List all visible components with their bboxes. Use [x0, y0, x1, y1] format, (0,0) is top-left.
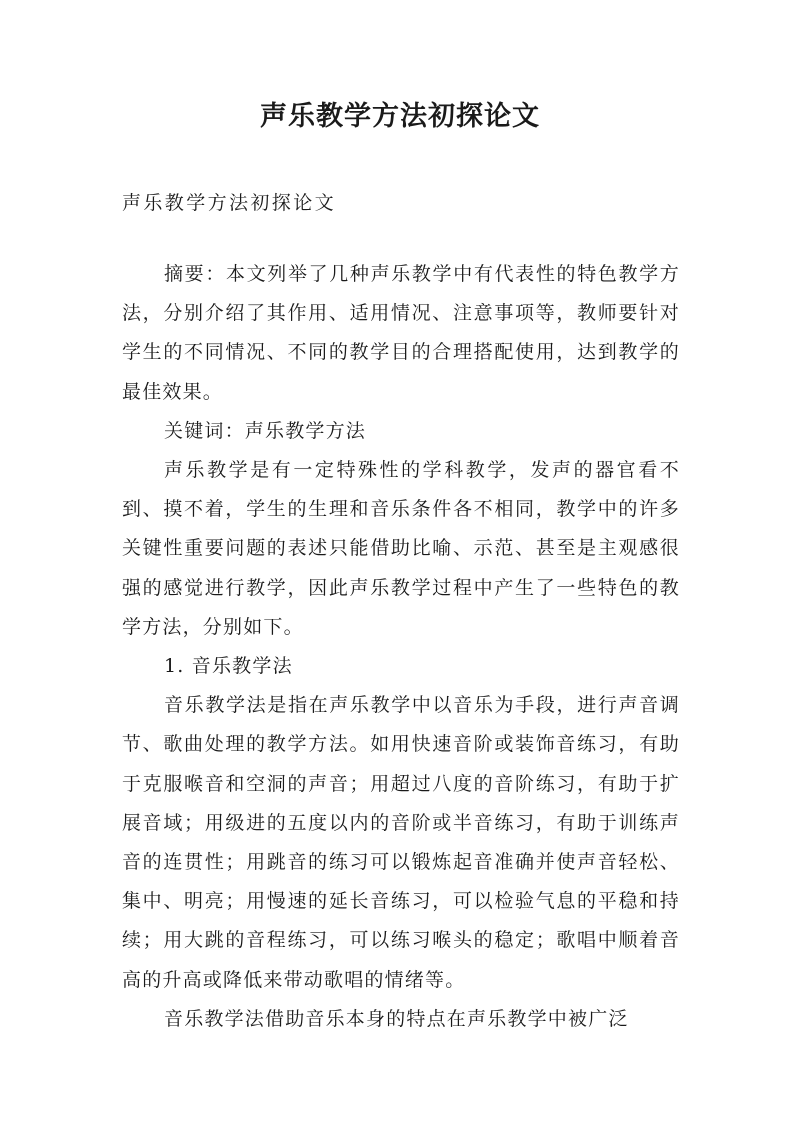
intro-paragraph: 声乐教学是有一定特殊性的学科教学，发声的器官看不到、摸不着，学生的生理和音乐条件各不相同，教学中的许多关键性重要问题的表述只能借助比喻、示范、甚至是主观感很强的感觉进行教学，因此声乐教学过程中产生了一些特色的教学方法，分别如下。 [122, 459, 680, 638]
section-paragraph: 音乐教学法借助音乐本身的特点在声乐教学中被广泛 [164, 1007, 629, 1030]
section-paragraph: 音乐教学法是指在声乐教学中以音乐为手段，进行声音调节、歌曲处理的教学方法。如用快速音阶或装饰音练习，有助于克服喉音和空洞的声音；用超过八度的音阶练习，有助于扩展音域；用级进的五度以内的音阶或半音练习，有助于训练声音的连贯性；用跳音的练习可以锻炼起音准确并使声音轻松、集中、明亮；用慢速的延长音练习，可以检验气息的平稳和持续；用大跳的音程练习，可以练习喉头的稳定；歌唱中顺着音高的升高或降低来带动歌唱的情绪等。 [122, 694, 680, 991]
keywords-line: 关键词：声乐教学方法 [164, 419, 367, 442]
document-body [122, 255, 680, 1039]
document-subtitle: 声乐教学方法初探论文 [122, 192, 337, 214]
abstract-paragraph: 摘要：本文列举了几种声乐教学中有代表性的特色教学方法，分别介绍了其作用、适用情况、注意事项等，教师要针对学生的不同情况、不同的教学目的合理搭配使用，达到教学的最佳效果。 [122, 263, 680, 403]
document-title: 声乐教学方法初探论文 [260, 101, 540, 132]
section-heading: 1. 音乐教学法 [164, 655, 293, 678]
